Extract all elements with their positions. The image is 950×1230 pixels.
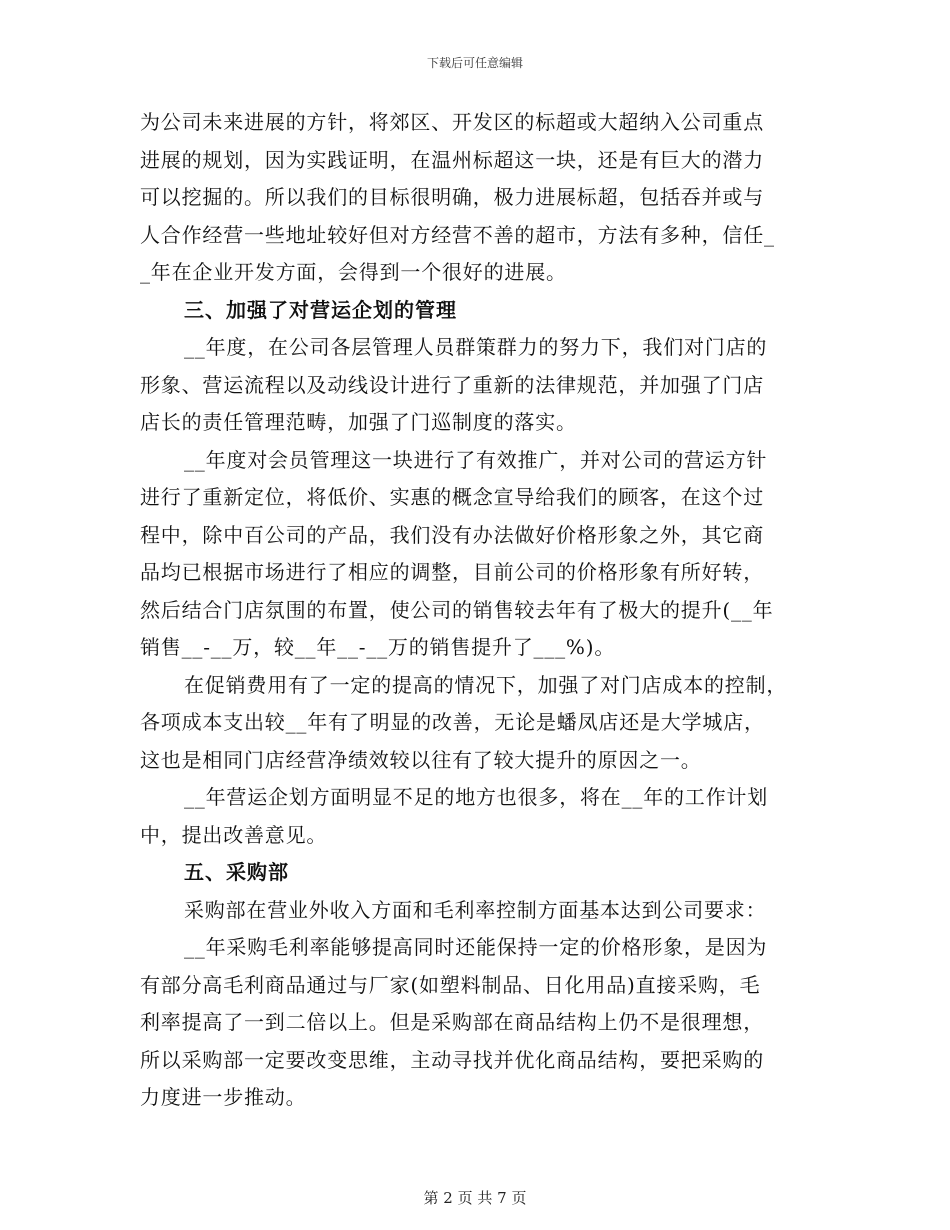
text-line: 程中，除中百公司的产品，我们没有办法做好价格形象之外，其它商 [140, 522, 764, 547]
text-line: 可以挖掘的。所以我们的目标很明确，极力进展标超，包括吞并或与 [140, 185, 764, 209]
text-line: _年在企业开发方面，会得到一个很好的进展。 [140, 260, 567, 284]
text-line: __年度，在公司各层管理人员群策群力的努力下，我们对门店的 [184, 335, 768, 359]
text-line: 在促销费用有了一定的提高的情况下，加强了对门店成本的控制， [184, 672, 788, 697]
text-line: 利率提高了一到二倍以上。但是采购部在商品结构上仍不是很理想， [140, 1010, 764, 1034]
text-line: 有部分高毛利商品通过与厂家(如塑料制品、日化用品)直接采购，毛 [140, 972, 761, 997]
text-line: 形象、营运流程以及动线设计进行了重新的法律规范，并加强了门店 [140, 372, 764, 397]
text-line: 各项成本支出较__年有了明显的改善，无论是蟠凤店还是大学城店， [140, 710, 765, 734]
text-line: 进展的规划，因为实践证明，在温州标超这一块，还是有巨大的潜力 [140, 147, 764, 172]
text-line: 为公司未来进展的方针，将郊区、开发区的标超或大超纳入公司重点 [140, 110, 764, 134]
text-line: 进行了重新定位，将低价、实惠的概念宣导给我们的顾客，在这个过 [140, 485, 764, 509]
text-line: 销售__-__万，较__年__-__万的销售提升了___%)。 [140, 635, 616, 659]
text-line: 中，提出改善意见。 [140, 822, 328, 847]
text-line: 人合作经营一些地址较好但对方经营不善的超市，方法有多种，信任_ [140, 222, 775, 247]
section-heading: 五、采购部 [184, 860, 289, 884]
text-line: 采购部在营业外收入方面和毛利率控制方面基本达到公司要求： [184, 897, 767, 922]
page-header: 下载后可任意编辑 [426, 56, 523, 70]
text-line: 所以采购部一定要改变思维，主动寻找并优化商品结构，要把采购的 [140, 1047, 764, 1072]
page-footer: 第 2 页 共 7 页 [423, 1189, 527, 1207]
text-line: 店长的责任管理范畴，加强了门巡制度的落实。 [140, 410, 577, 434]
text-line: __年度对会员管理这一块进行了有效推广，并对公司的营运方针 [184, 447, 768, 472]
text-line: 然后结合门店氛围的布置，使公司的销售较去年有了极大的提升(__年 [140, 597, 774, 622]
text-line: 力度进一步推动。 [140, 1085, 307, 1109]
text-line: __年营运企划方面明显不足的地方也很多，将在__年的工作计划 [184, 785, 768, 809]
text-line: 品均已根据市场进行了相应的调整，目前公司的价格形象有所好转， [140, 560, 764, 584]
text-line: __年采购毛利率能够提高同时还能保持一定的价格形象，是因为 [184, 935, 768, 959]
text-line: 这也是相同门店经营净绩效较以往有了较大提升的原因之一。 [140, 747, 702, 772]
document-body [140, 104, 820, 1117]
section-heading: 三、加强了对营运企划的管理 [184, 297, 457, 322]
